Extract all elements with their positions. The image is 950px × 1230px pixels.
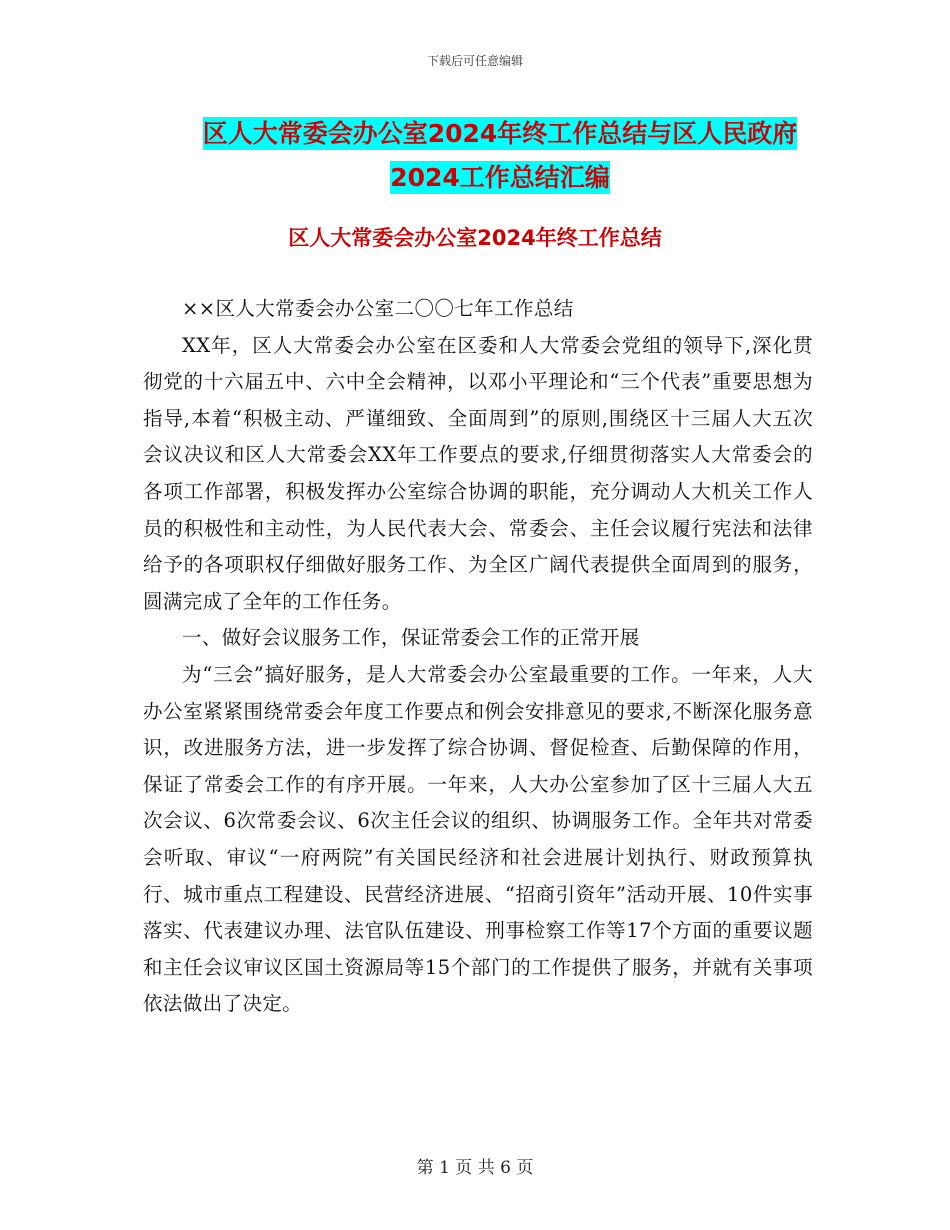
section-title: 区人大常委会办公室2024年终工作总结	[288, 226, 662, 250]
paragraph-intro: XX年，区人大常委会办公室在区委和人大常委会党组的领导下,深化贯彻党的十六届五中、六中全会精神，以邓小平理论和“三个代表”重要思想为指导,本着“积极主动、严谨细致、全面周到”的原则,围绕区十三届人大五次会议决议和区人大常委会XX年工作要点的要求,仔细贯彻落实人大常委会的各项工作部署，积极发挥办公室综合协调的职能，充分调动人大机关工作人员的积极性和主动性，为人民代表大会、常委会、主任会议履行宪法和法律给予的各项职权仔细做好服务工作、为全区广阔代表提供全面周到的服务，圆满完成了全年的工作任务。	[143, 333, 813, 613]
document-title	[150, 112, 850, 200]
paragraph-meeting-service: 为“三会”搞好服务，是人大常委会办公室最重要的工作。一年来，人大办公室紧紧围绕常委会年度工作要点和例会安排意见的要求,不断深化服务意识，改进服务方法，进一步发挥了综合协调、督促检查、后勤保障的作用，保证了常委会工作的有序开展。一年来，人大办公室参加了区十三届人大五次会议、6次常委会议、6次主任会议的组织、协调服务工作。全年共对常委会听取、审议“一府两院”有关国民经济和社会进展计划执行、财政预算执行、城市重点工程建设、民营经济进展、“招商引资年”活动开展、10件实事落实、代表建议办理、法官队伍建设、刑事检察工作等17个方面的重要议题和主任会议审议区国土资源局等15个部门的工作提供了服务，并就有关事项依法做出了决定。	[143, 662, 813, 1016]
paragraph-subtitle: ××区人大常委会办公室二〇〇七年工作总结	[182, 297, 574, 320]
header-note: 下载后可任意编辑	[426, 54, 523, 68]
page-footer: 第 1 页 共 6 页	[416, 1158, 534, 1178]
document-body	[143, 291, 813, 1023]
document-title-line-2: 2024工作总结汇编	[390, 163, 610, 192]
document-title-line-1: 区人大常委会办公室2024年终工作总结与区人民政府	[202, 119, 798, 148]
paragraph-heading-1: 一、做好会议服务工作，保证常委会工作的正常开展	[182, 626, 640, 650]
